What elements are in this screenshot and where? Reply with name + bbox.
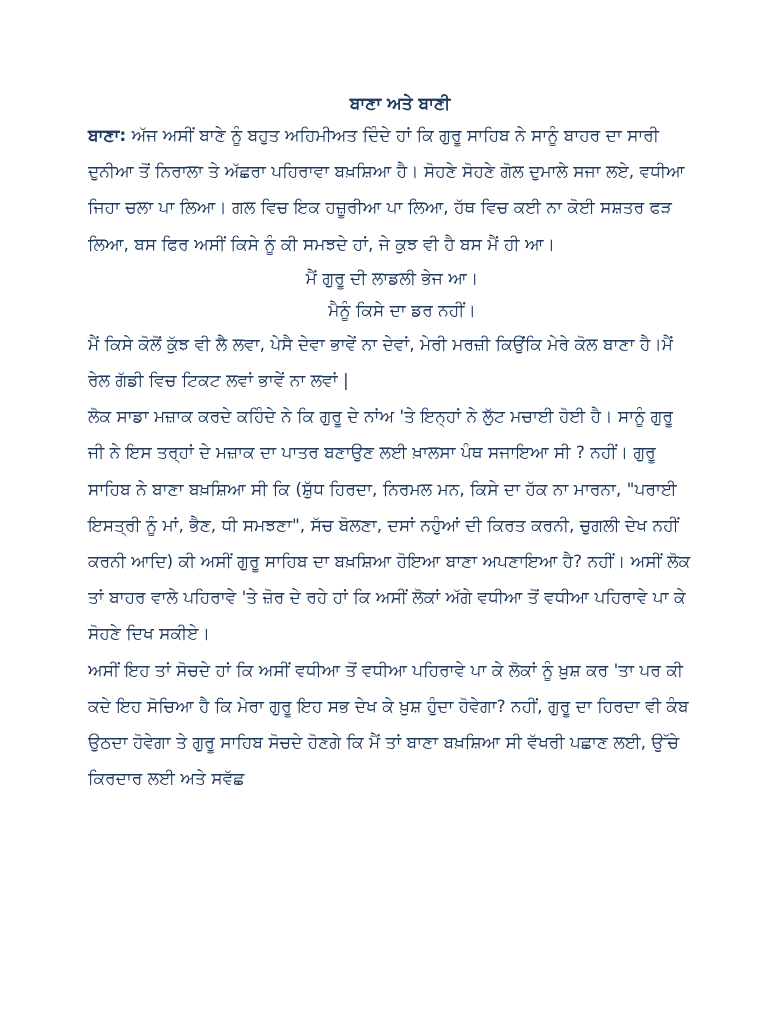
paragraph-intro-text: ਅੱਜ ਅਸੀਂ ਬਾਣੇ ਨੂੰ ਬਹੁਤ ਅਹਿਮੀਅਤ ਦਿੰਦੇ ਹਾਂ ਕਿ ਗੁਰੂ ਸਾਹਿਬ ਨੇ ਸਾਨੂੰ ਬਾਹਰ ਦਾ ਸਾਰੀ ਦੁਨੀਆ ਤੋਂ ਨਿਰਾਲਾ ਤੇ ਅੱਛਰਾ ਪਹਿਰਾਵਾ ਬਖ਼ਸ਼ਿਆ ਹੈ। ਸੋਹਣੇ ਸੋਹਣੇ ਗੋਲ ਦੁਮਾਲੇ ਸਜਾ ਲਏ, ਵਧੀਆ ਜਿਹਾ ਚਲਾ ਪਾ ਲਿਆ। ਗਲ ਵਿਚ ਇਕ ਹਜ਼ੂਰੀਆ ਪਾ ਲਿਆ, ਹੱਥ ਵਿਚ ਕਈ ਨਾ ਕੋਈ ਸਸ਼ਤਰ ਫੜ ਲਿਆ, ਬਸ ਫਿਰ ਅਸੀਂ ਕਿਸੇ ਨੂੰ ਕੀ ਸਮਝਦੇ ਹਾਂ, ਜੇ ਕੁਝ ਵੀ ਹੈ ਬਸ ਮੈਂ ਹੀ ਆ। [88, 126, 685, 255]
paragraph-2: ਮੈਂ ਕਿਸੇ ਕੋਲੋਂ ਕੁੱਝ ਵੀ ਲੈ ਲਵਾ, ਪੇਸੈ ਦੇਵਾ ਭਾਵੇਂ ਨਾ ਦੇਵਾਂ, ਮੇਰੀ ਮਰਜ਼ੀ ਕਿਉਂਕਿ ਮੇਰੇ ਕੋਲ ਬਾਣਾ ਹੈ।ਮੈਂ ਰੇਲ ਗੱਡੀ ਵਿਚ ਟਿਕਟ ਲਵਾਂ ਭਾਵੇਂ ਨਾ ਲਵਾਂ | [88, 334, 673, 392]
document-title: ਬਾਣਾ ਅਤੇ ਬਾਣੀ [349, 94, 451, 114]
paragraph-intro [88, 118, 692, 263]
paragraph-3: ਲੋਕ ਸਾਡਾ ਮਜ਼ਾਕ ਕਰਦੇ ਕਹਿੰਦੇ ਨੇ ਕਿ ਗੁਰੂ ਦੇ ਨਾਂਅ 'ਤੇ ਇਨ੍ਹਾਂ ਨੇ ਲੁੱਟ ਮਚਾਈ ਹੋਈ ਹੈ। ਸਾਨੂੰ ਗੁਰੂ ਜੀ ਨੇ ਇਸ ਤਰ੍ਹਾਂ ਦੇ ਮਜ਼ਾਕ ਦਾ ਪਾਤਰ ਬਣਾਉਣ ਲਈ ਖ਼ਾਲਸਾ ਪੰਥ ਸਜਾਇਆ ਸੀ ? ਨਹੀਂ। ਗੁਰੂ ਸਾਹਿਬ ਨੇ ਬਾਣਾ ਬਖ਼ਸ਼ਿਆ ਸੀ ਕਿ (ਸ਼ੁੱਧ ਹਿਰਦਾ, ਨਿਰਮਲ ਮਨ, ਕਿਸੇ ਦਾ ਹੱਕ ਨਾ ਮਾਰਨਾ, "ਪਰਾਈ ਇਸਤ੍ਰੀ ਨੂੰ ਮਾਂ, ਭੈਣ, ਧੀ ਸਮਝਣਾ", ਸੱਚ ਬੋਲਣਾ, ਦਸਾਂ ਨਹੁੰਆਂ ਦੀ ਕਿਰਤ ਕਰਨੀ, ਚੁਗਲੀ ਦੇਖ ਨਹੀਂ ਕਰਨੀ ਆਦਿ) ਕੀ ਅਸੀਂ ਗੁਰੂ ਸਾਹਿਬ ਦਾ ਬਖ਼ਸ਼ਿਆ ਹੋਇਆ ਬਾਣਾ ਅਪਣਾਇਆ ਹੈ? ਨਹੀਂ। ਅਸੀਂ ਲੋਕ ਤਾਂ ਬਾਹਰ ਵਾਲੇ ਪਹਿਰਾਵੇ 'ਤੇ ਜ਼ੋਰ ਦੇ ਰਹੇ ਹਾਂ ਕਿ ਅਸੀਂ ਲੋਕਾਂ ਅੱਗੇ ਵਧੀਆ ਤੋਂ ਵਧੀਆ ਪਹਿਰਾਵੇ ਪਾ ਕੇ ਸੋਹਣੇ ਦਿਖ ਸਕੀਏ। [88, 407, 691, 645]
paragraph-4: ਅਸੀਂ ਇਹ ਤਾਂ ਸੋਚਦੇ ਹਾਂ ਕਿ ਅਸੀਂ ਵਧੀਆ ਤੋਂ ਵਧੀਆ ਪਹਿਰਾਵੇ ਪਾ ਕੇ ਲੋਕਾਂ ਨੂੰ ਖ਼ੁਸ਼ ਕਰ 'ਤਾ ਪਰ ਕੀ ਕਦੇ ਇਹ ਸੋਚਿਆ ਹੈ ਕਿ ਮੇਰਾ ਗੁਰੂ ਇਹ ਸਭ ਦੇਖ ਕੇ ਖ਼ੁਸ਼ ਹੁੰਦਾ ਹੋਵੇਗਾ? ਨਹੀਂ, ਗੁਰੂ ਦਾ ਹਿਰਦਾ ਵੀ ਕੰਬ ਉਠਦਾ ਹੋਵੇਗਾ ਤੇ ਗੁਰੂ ਸਾਹਿਬ ਸੋਚਦੇ ਹੋਣਗੇ ਕਿ ਮੈਂ ਤਾਂ ਬਾਣਾ ਬਖ਼ਸ਼ਿਆ ਸੀ ਵੱਖਰੀ ਪਛਾਣ ਲਈ, ਉੱਚੇ ਕਿਰਦਾਰ ਲਈ ਅਤੇ ਸਵੱਛ [88, 660, 689, 790]
centered-line-2: ਮੈਨੂੰ ਕਿਸੇ ਦਾ ਡਰ ਨਹੀਂ। [328, 300, 476, 321]
centered-line-1: ਮੈਂ ਗੁਰੂ ਦੀ ਲਾਡਲੀ ਭੇਜ ਆ। [305, 268, 479, 289]
document-page [88, 92, 692, 797]
paragraph-lead: ਬਾਣਾ: [88, 126, 127, 146]
